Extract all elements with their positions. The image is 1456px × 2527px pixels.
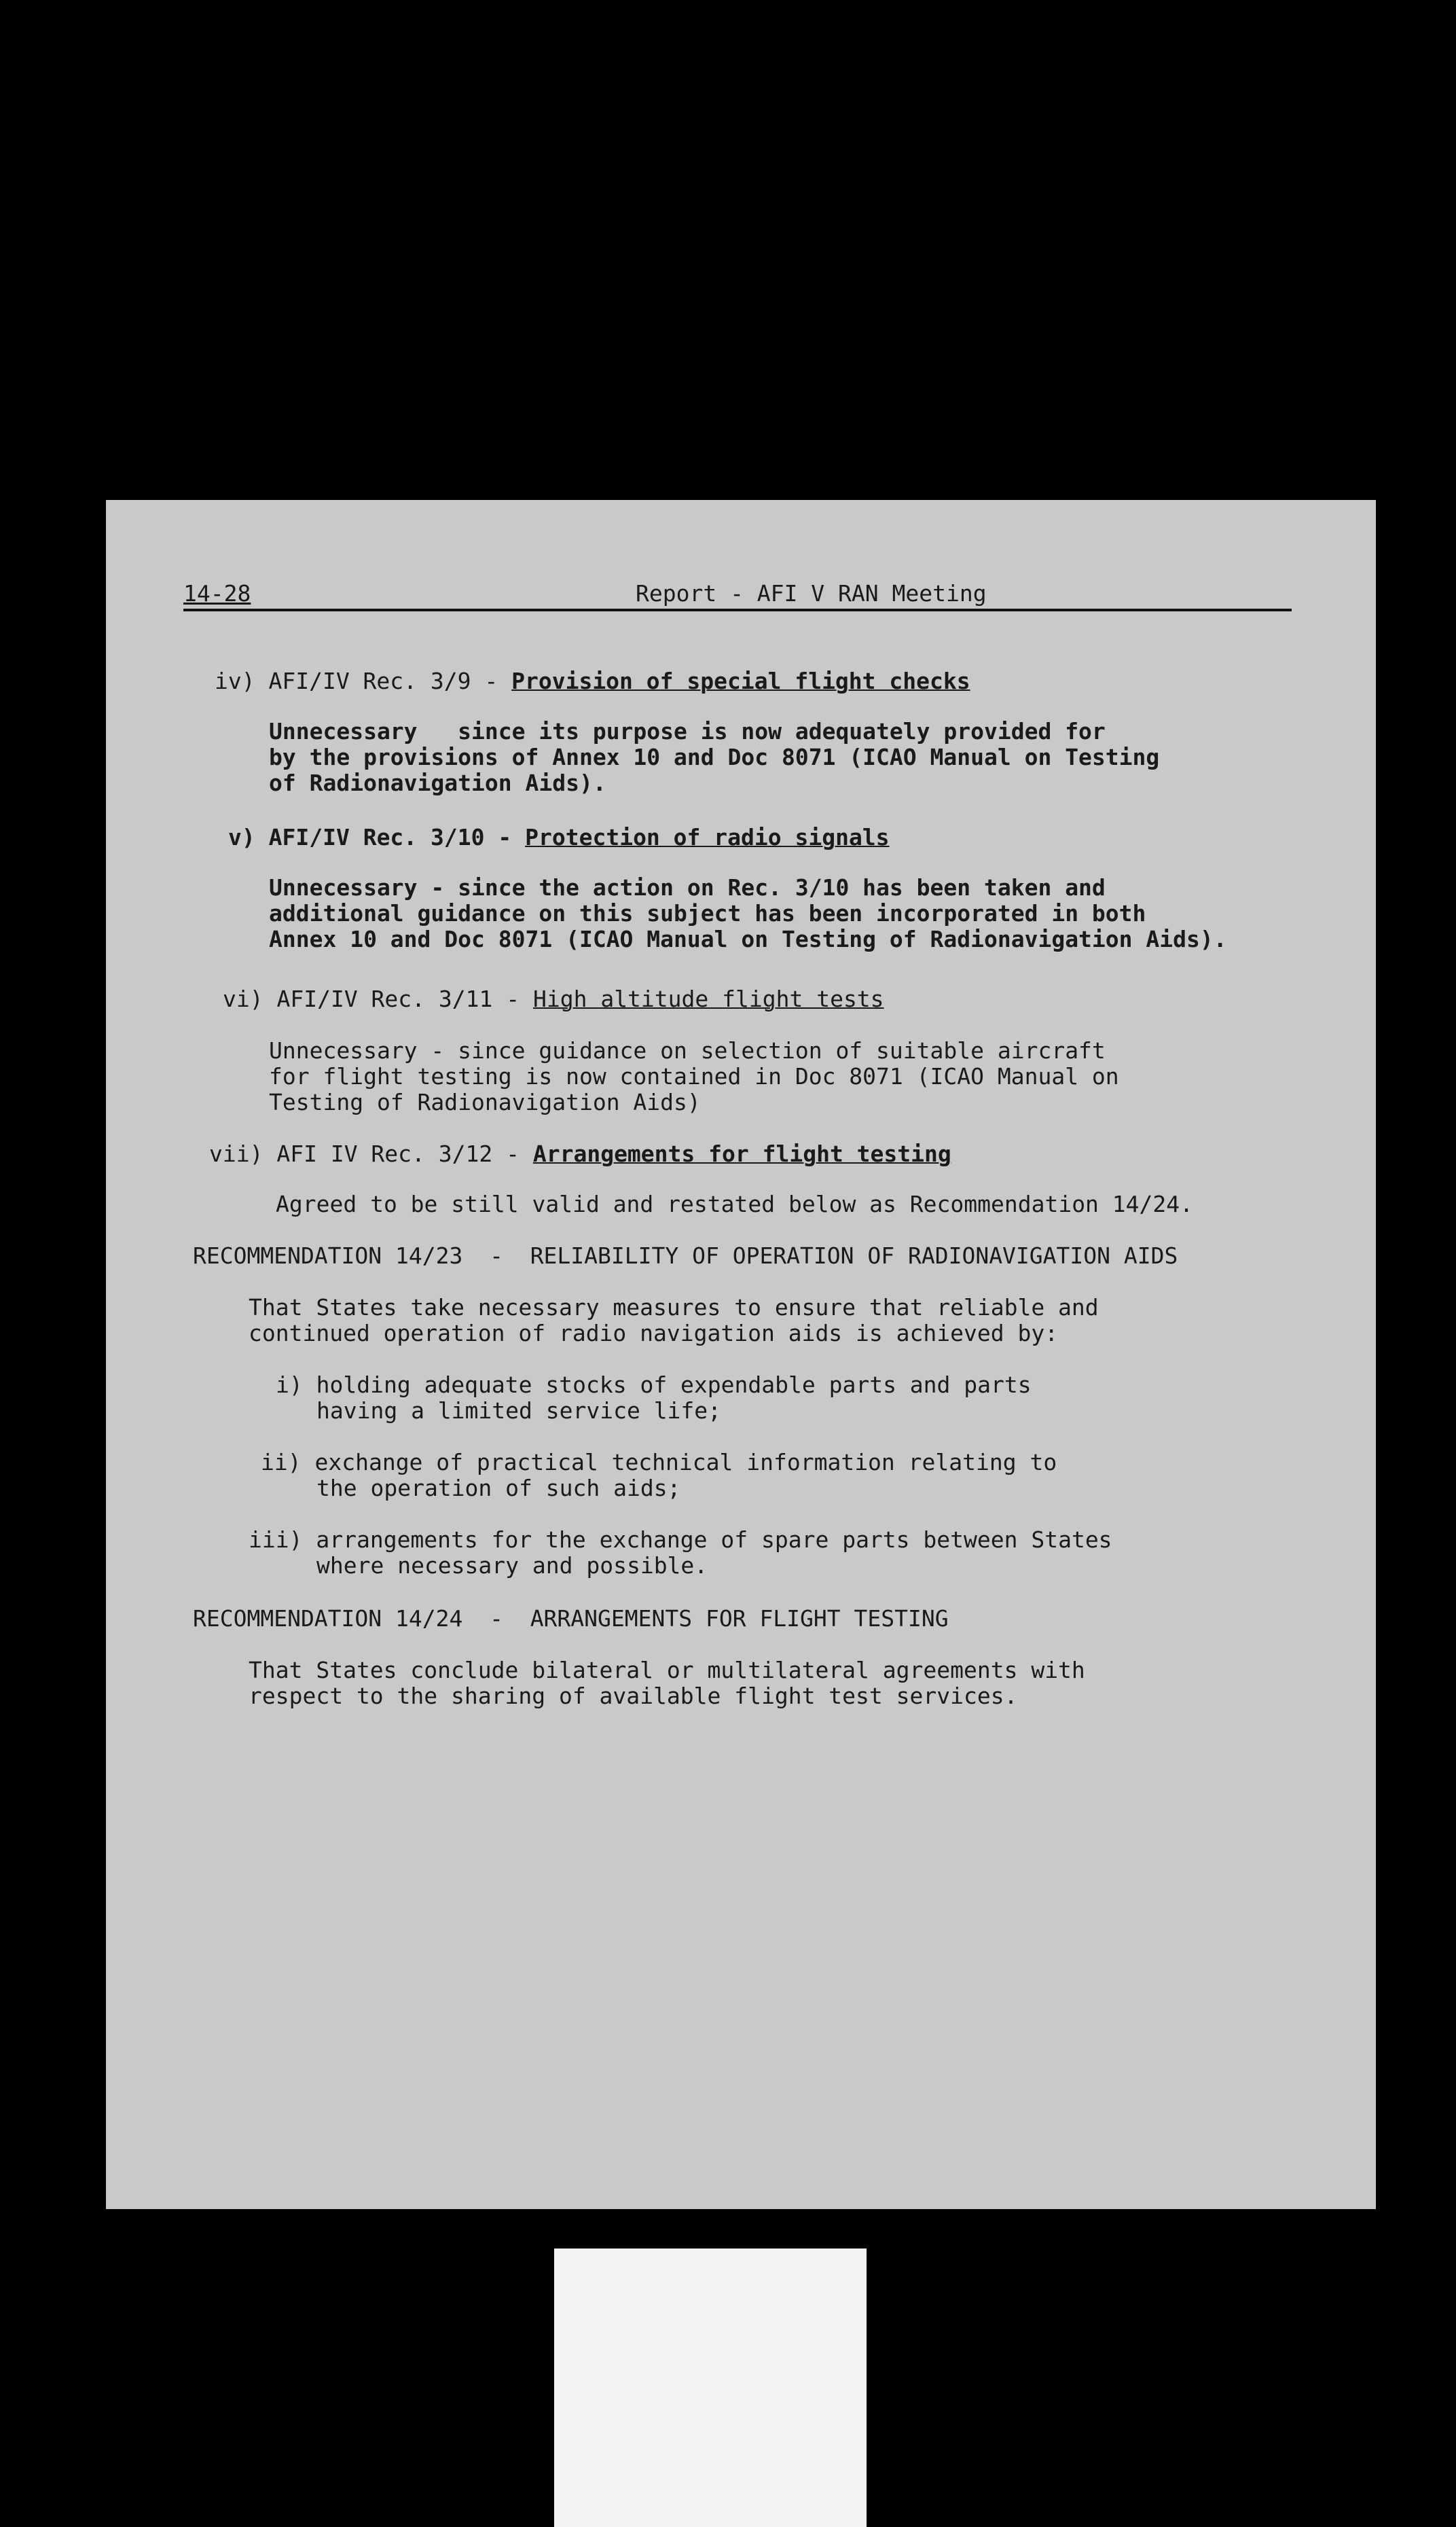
page-number: 14-28 (183, 580, 251, 607)
item-number: v) (228, 824, 255, 850)
item-subject: Arrangements for flight testing (532, 1141, 951, 1167)
recommendation-intro-line: That States take necessary measures to ensure that reliable and (249, 1294, 1099, 1321)
item-ref: AFI/IV Rec. 3/11 - (276, 986, 533, 1012)
point-text: arrangements for the exchange of spare parts between States (316, 1526, 1112, 1553)
recommendation-14-23-heading: RECOMMENDATION 14/23 - RELIABILITY OF OPERATION OF RADIONAVIGATION AIDS (193, 1242, 1178, 1269)
document-page (106, 500, 1376, 2209)
point-number: ii) (261, 1449, 302, 1475)
item-ref: AFI/IV Rec. 3/10 - (268, 824, 526, 850)
item-body-line: Agreed to be still valid and restated below as Recommendation 14/24. (276, 1191, 1194, 1217)
item-vii-heading (209, 1141, 951, 1167)
point-text: holding adequate stocks of expendable parts and parts (316, 1372, 1032, 1398)
item-body-line: for flight testing is now contained in Doc 8071 (ICAO Manual on (269, 1063, 1119, 1090)
item-subject: Provision of special flight checks (511, 668, 970, 694)
recommendation-body-line: That States conclude bilateral or multilateral agreements with (249, 1657, 1085, 1683)
item-body-line: by the provisions of Annex 10 and Doc 8071 (ICAO Manual on Testing (269, 744, 1160, 770)
recommendation-14-24-heading: RECOMMENDATION 14/24 - ARRANGEMENTS FOR FLIGHT TESTING (193, 1605, 949, 1632)
item-body-line: of Radionavigation Aids). (269, 770, 606, 796)
item-body-line: Unnecessary - since the action on Rec. 3/10 has been taken and (269, 874, 1106, 901)
page-header (183, 580, 1292, 611)
recommendation-point (261, 1450, 1057, 1475)
item-number: vii) (209, 1141, 263, 1167)
item-number: iv) (215, 668, 255, 694)
item-iv-heading (215, 668, 970, 694)
item-ref: AFI/IV Rec. 3/9 - (268, 668, 512, 694)
item-body-line: Unnecessary - since guidance on selection of suitable aircraft (269, 1037, 1106, 1064)
report-title: Report - AFI V RAN Meeting (636, 580, 987, 607)
point-text-continued: where necessary and possible. (316, 1552, 708, 1579)
point-text-continued: having a limited service life; (316, 1397, 722, 1424)
item-number: vi) (223, 986, 263, 1012)
point-text: exchange of practical technical information relating to (314, 1449, 1057, 1475)
blank-card (554, 2248, 867, 2527)
recommendation-point (276, 1372, 1032, 1398)
item-subject: Protection of radio signals (525, 824, 890, 850)
item-v-heading (228, 825, 890, 850)
item-subject: High altitude flight tests (532, 986, 884, 1012)
item-ref: AFI IV Rec. 3/12 - (276, 1141, 533, 1167)
recommendation-intro-line: continued operation of radio navigation aids is achieved by: (249, 1320, 1059, 1346)
recommendation-body-line: respect to the sharing of available flight test services. (249, 1683, 1018, 1709)
item-body-line: additional guidance on this subject has been incorporated in both (269, 900, 1146, 927)
point-number: iii) (249, 1526, 303, 1553)
point-text-continued: the operation of such aids; (316, 1475, 681, 1501)
item-body-line: Unnecessary since its purpose is now adequately provided for (269, 718, 1106, 745)
item-body-line: Annex 10 and Doc 8071 (ICAO Manual on Testing of Radionavigation Aids). (269, 926, 1227, 952)
recommendation-point (249, 1527, 1112, 1553)
item-vi-heading (223, 986, 884, 1012)
point-number: i) (276, 1372, 303, 1398)
item-body-line: Testing of Radionavigation Aids) (269, 1089, 701, 1115)
